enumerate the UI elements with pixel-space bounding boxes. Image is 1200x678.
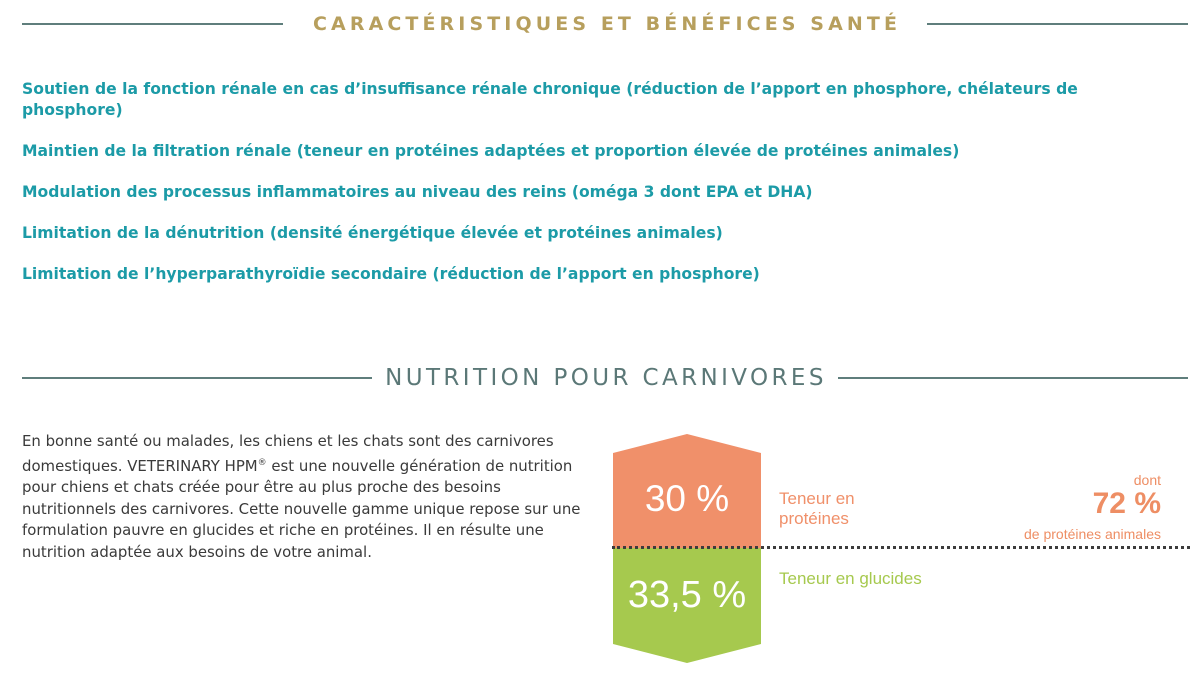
benefit-item: Limitation de l’hyperparathyroïdie secondaire (réduction de l’apport en phosphore) xyxy=(22,265,760,283)
nutrition-section-title: NUTRITION POUR CARNIVORES xyxy=(385,365,827,391)
animal-protein-label: de protéines animales xyxy=(1024,526,1161,542)
benefit-item: Soutien de la fonction rénale en cas d’insuffisance rénale chronique (réduction de l’apport en phosphore, chélateurs de phosphore) xyxy=(22,80,1078,119)
dotted-divider xyxy=(612,546,1190,549)
benefit-item: Modulation des processus inflammatoires au niveau des reins (oméga 3 dont EPA et DHA) xyxy=(22,183,813,201)
intro-text-part1: En bonne santé ou malades, les chiens et les chats sont des carnivores domestiques. VETERINARY HPM xyxy=(22,432,554,475)
benefit-item: Limitation de la dénutrition (densité énergétique élevée et protéines animales) xyxy=(22,224,723,242)
protein-label: Teneur en protéines xyxy=(779,489,855,528)
benefit-item: Maintien de la filtration rénale (teneur en protéines adaptées et proportion élevée de protéines animales) xyxy=(22,142,960,160)
carb-value: 33,5 % xyxy=(627,574,747,616)
protein-value: 30 % xyxy=(644,478,730,519)
intro-text-part2: est une nouvelle génération de nutrition pour chiens et chats créée pour être au plus proche des besoins nutritionnels des carnivores. Cette nouvelle gamme unique repose sur une formulation pauvre en glucides et riche en protéines. Il en résulte une nutrition adaptée aux besoins de votre animal. xyxy=(22,456,581,561)
registered-mark: ® xyxy=(257,457,267,468)
animal-protein-value: 72 % xyxy=(1092,487,1161,520)
carb-label: Teneur en glucides xyxy=(779,569,922,588)
animal-protein-prefix: dont xyxy=(1133,472,1161,488)
benefits-section-title: CARACTÉRISTIQUES ET BÉNÉFICES SANTÉ xyxy=(312,13,902,35)
